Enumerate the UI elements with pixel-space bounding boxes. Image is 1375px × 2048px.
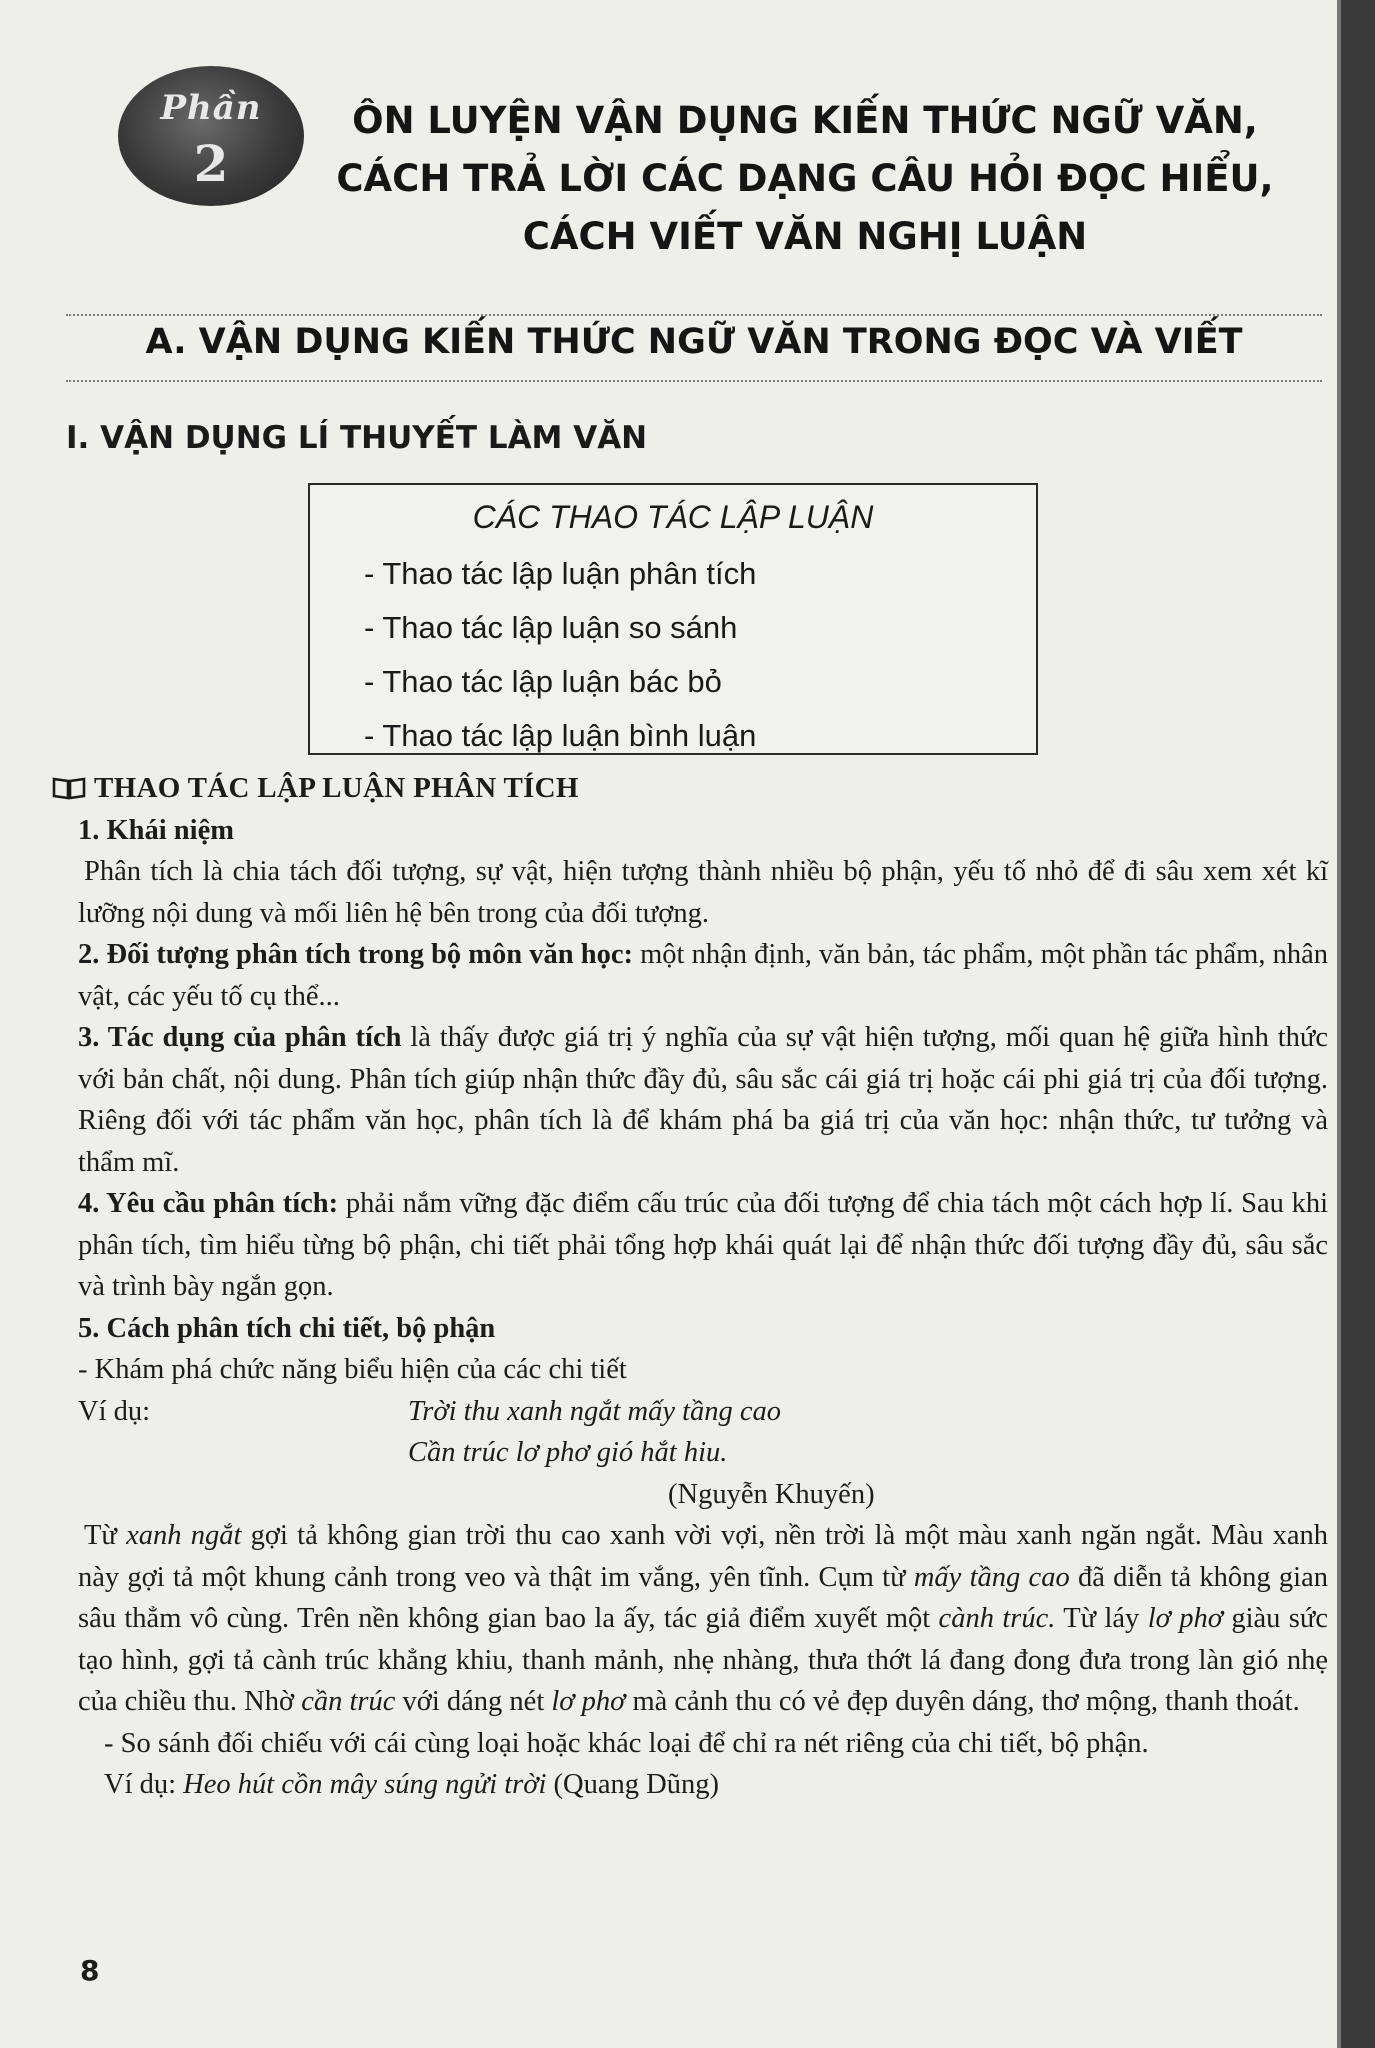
para-italic: cần trúc xyxy=(301,1686,396,1717)
part-title-line: CÁCH VIẾT VĂN NGHỊ LUẬN xyxy=(522,215,1088,258)
list-item: - Thao tác lập luận phân tích xyxy=(364,556,757,591)
s5-point2: - So sánh đối chiếu với cái cùng loại hoặc khác loại để chỉ ra nét riêng của chi tiết, bộ phận. xyxy=(104,1727,1149,1759)
para-italic: lơ phơ xyxy=(551,1686,626,1717)
para-italic: mấy tầng cao xyxy=(913,1561,1070,1593)
poem-author: (Nguyễn Khuyến) xyxy=(668,1478,875,1510)
poem-text: Cần trúc lơ phơ gió hắt hiu. xyxy=(408,1437,728,1468)
s4-paragraph xyxy=(78,1183,1328,1308)
poem-line-1 xyxy=(78,1391,1328,1433)
s4-title: 4. Yêu cầu phân tích: xyxy=(78,1188,339,1219)
part-word: Phần xyxy=(160,88,262,128)
para-text: gợi tả không gian trời thu cao xanh vời vợi, nền trời là một màu xanh ngăn ngắt. Màu xanh này gợi tả một khung cảnh trong veo và thật im vắng, yên tĩnh. Cụm từ xyxy=(78,1520,1328,1593)
s2-paragraph xyxy=(78,934,1328,1017)
analysis-heading xyxy=(52,768,1328,810)
poem-text: Trời thu xanh ngắt mấy tầng cao xyxy=(408,1395,782,1427)
s1-text: Phân tích là chia tách đối tượng, sự vật, hiện tượng thành nhiều bộ phận, yếu tố nhỏ để đi sâu xem xét kĩ lưỡng nội dung và mối liên hệ bên trong của đối tượng. xyxy=(78,856,1328,929)
s4-text: phải nắm vững đặc điểm cấu trúc của đối tượng để chia tách một cách hợp lí. Sau khi phân tích, tìm hiểu từng bộ phận, chi tiết phải tổng hợp khái quát lại để nhận thức đối tượng đầy đủ, sâu sắc và trình bày ngắn gọn. xyxy=(78,1188,1328,1302)
para-italic: cành trúc. xyxy=(938,1603,1056,1634)
body-text xyxy=(78,768,1328,1806)
example-italic: Heo hút cồn mây súng ngửi trời xyxy=(183,1769,547,1800)
section-a-heading: A. VẬN DỤNG KIẾN THỨC NGỮ VĂN TRONG ĐỌC VÀ VIẾT xyxy=(145,322,1243,362)
s1-title: 1. Khái niệm xyxy=(78,814,234,846)
list-item: - Thao tác lập luận so sánh xyxy=(364,610,738,645)
box-title: CÁC THAO TÁC LẬP LUẬN xyxy=(472,499,874,535)
argument-operations-box xyxy=(308,483,1038,755)
para-text: Từ láy xyxy=(1055,1603,1148,1634)
operations-list xyxy=(364,547,756,763)
s3-text: là thấy được giá trị ý nghĩa của sự vật hiện tượng, mối quan hệ giữa hình thức với bản chất, nội dung. Phân tích giúp nhận thức đầy đủ, sâu sắc cái giá trị hoặc cái phi giá trị của đối tượng. Riêng đối với tác phẩm văn học, phân tích là để khám phá ba giá trị của văn học: nhận thức, tư tưởng và thẩm mĩ. xyxy=(78,1022,1328,1178)
para-text: với dáng nét xyxy=(395,1686,552,1717)
part-title xyxy=(310,92,1300,266)
list-item: - Thao tác lập luận bình luận xyxy=(364,718,757,753)
analysis-paragraph xyxy=(78,1515,1328,1723)
part-title-line: ÔN LUYỆN VẬN DỤNG KIẾN THỨC NGỮ VĂN, xyxy=(352,99,1258,142)
s3-paragraph xyxy=(78,1017,1328,1183)
s5-point1: - Khám phá chức năng biểu hiện của các chi tiết xyxy=(78,1354,627,1385)
list-item: - Thao tác lập luận bác bỏ xyxy=(364,664,722,699)
poem-line-2 xyxy=(78,1432,1328,1474)
poem-author-line xyxy=(78,1474,1328,1516)
para-text: giàu sức tạo hình, gợi tả cành trúc khẳng khiu, thanh mảnh, nhẹ nhàng, thưa thớt lá đang đong đưa trong làn gió nhẹ của chiều thu. Nhờ xyxy=(78,1603,1328,1717)
part-number: 2 xyxy=(193,134,229,193)
s3-title: 3. Tác dụng của phân tích xyxy=(78,1022,402,1053)
para-text: đã diễn tả không gian sâu thẳm vô cùng. Trên nền không gian bao la ấy, tác giả điểm xuyết một xyxy=(78,1561,1328,1634)
s5-title: 5. Cách phân tích chi tiết, bộ phận xyxy=(78,1312,496,1344)
subsection-heading: I. VẬN DỤNG LÍ THUYẾT LÀM VĂN xyxy=(66,420,648,456)
example-2 xyxy=(104,1764,1328,1806)
para-italic: xanh ngắt xyxy=(126,1520,242,1551)
page-number: 8 xyxy=(80,1954,100,1987)
part-title-line: CÁCH TRẢ LỜI CÁC DẠNG CÂU HỎI ĐỌC HIỂU, xyxy=(336,157,1274,200)
s2-title: 2. Đối tượng phân tích trong bộ môn văn học: xyxy=(78,939,633,970)
divider xyxy=(66,314,1322,316)
book-icon xyxy=(52,776,86,800)
example-label: Ví dụ: xyxy=(104,1769,184,1800)
example-author: (Quang Dũng) xyxy=(546,1769,719,1800)
example-label: Ví dụ: xyxy=(78,1395,151,1427)
s2-text: một nhận định, văn bản, tác phẩm, một phần tác phẩm, nhân vật, các yếu tố cụ thể... xyxy=(78,939,1328,1012)
page-edge-shadow xyxy=(1337,0,1375,2048)
part-badge xyxy=(118,66,304,206)
divider xyxy=(66,380,1322,382)
analysis-heading-text: THAO TÁC LẬP LUẬN PHÂN TÍCH xyxy=(94,772,579,804)
para-text: Từ xyxy=(84,1520,127,1551)
para-text: mà cảnh thu có vẻ đẹp duyên dáng, thơ mộng, thanh thoát. xyxy=(625,1686,1300,1717)
para-italic: lơ phơ xyxy=(1147,1603,1223,1634)
